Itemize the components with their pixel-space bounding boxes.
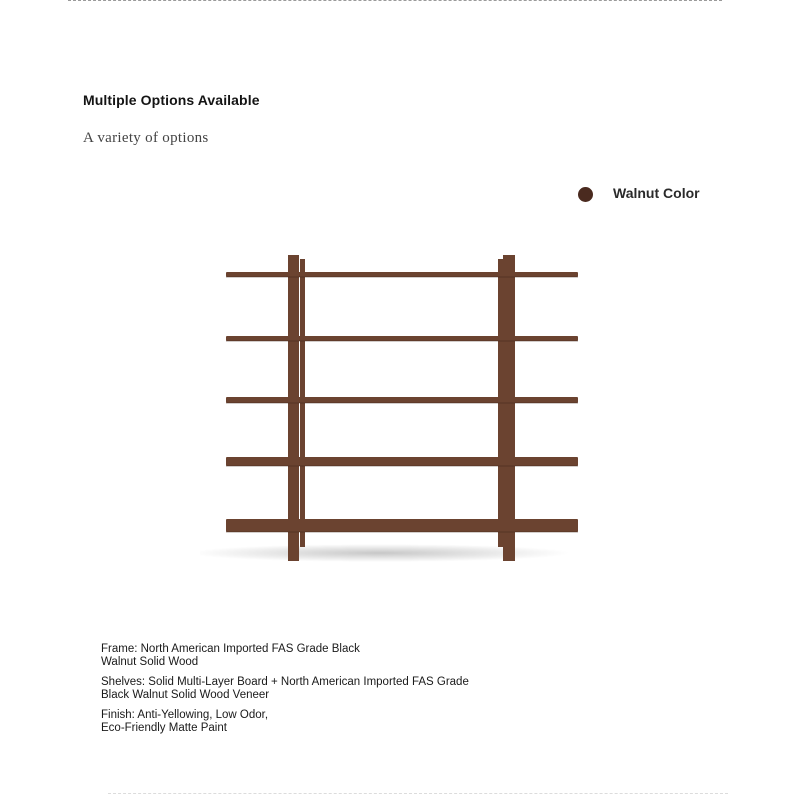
section-subtitle: A variety of options — [83, 130, 209, 146]
shelf-3 — [226, 397, 578, 403]
shelf-4 — [226, 457, 578, 466]
spec-finish-line1: Finish: Anti-Yellowing, Low Odor, — [101, 709, 269, 721]
spec-finish — [101, 709, 521, 735]
shelf-2 — [226, 336, 578, 341]
bottom-divider — [108, 793, 728, 794]
shelf-1 — [226, 272, 578, 277]
right-post-front — [503, 255, 515, 561]
color-option-label[interactable]: Walnut Color — [613, 185, 700, 201]
spec-frame — [101, 643, 521, 669]
section-title: Multiple Options Available — [83, 92, 260, 108]
spec-shelves-line2: Black Walnut Solid Wood Veneer — [101, 689, 270, 701]
bookshelf-frame — [226, 255, 578, 561]
bookshelf-image — [200, 245, 600, 575]
left-post-front — [288, 255, 299, 561]
spec-frame-line1: Frame: North American Imported FAS Grade Black — [101, 643, 360, 655]
top-divider — [68, 0, 722, 1]
spec-frame-line2: Walnut Solid Wood — [101, 656, 199, 668]
spec-finish-line2: Eco-Friendly Matte Paint — [101, 722, 227, 734]
spec-list — [101, 643, 521, 742]
walnut-color-swatch[interactable] — [578, 187, 593, 202]
shelf-5 — [226, 519, 578, 532]
spec-shelves — [101, 676, 521, 702]
spec-shelves-line1: Shelves: Solid Multi-Layer Board + North American Imported FAS Grade — [101, 676, 469, 688]
